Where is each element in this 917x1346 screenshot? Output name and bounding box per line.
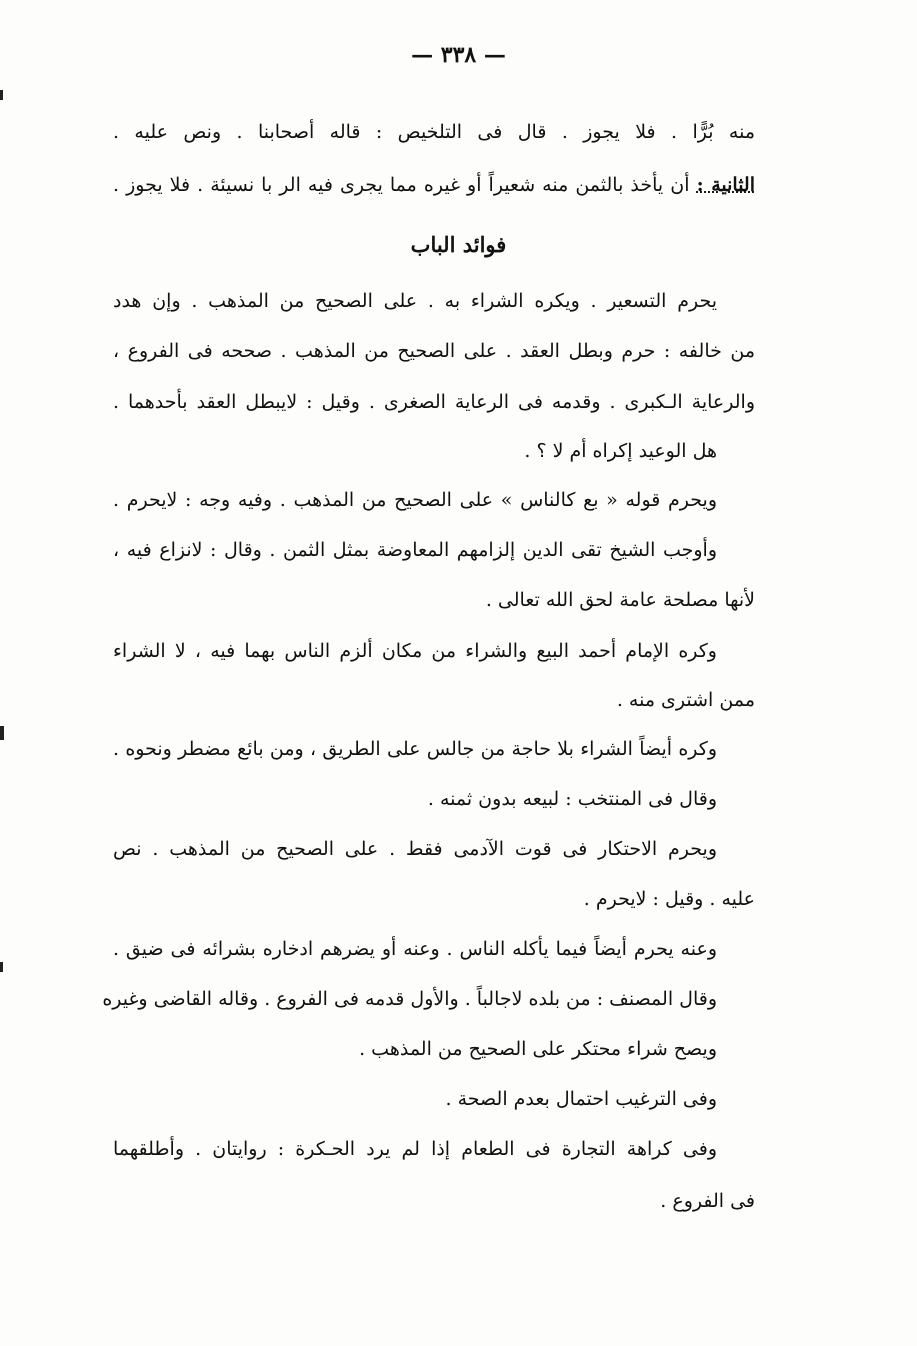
text-line-4: من خالفه : حرم وبطل العقد . على الصحيح من المذهب . صححه فى الفروع ، [113,340,755,362]
text-line-2-body: أن يأخذ بالثمن منه شعيراً أو غيره مما يجرى فيه الر با نسيئة . فلا يجوز . [113,174,690,196]
text-line-19: وفى الترغيب احتمال بعدم الصحة . [445,1088,717,1110]
text-line-11: ممن اشترى منه . [616,689,755,711]
page-number: — ٣٣٨ — [411,42,506,68]
text-line-21: فى الفروع . [660,1190,755,1212]
text-line-18: ويصح شراء محتكر على الصحيح من المذهب . [359,1038,717,1060]
scan-edge-mark [0,962,3,972]
text-line-15: عليه . وقيل : لايحرم . [583,888,755,910]
text-line-16: وعنه يحرم أيضاً فيما يأكله الناس . وعنه أو يضرهم ادخاره بشرائه فى ضيق . [113,938,717,960]
scan-edge-mark [0,90,3,100]
text-line-9: لأنها مصلحة عامة لحق الله تعالى . [485,589,755,611]
text-line-3: يحرم التسعير . ويكره الشراء به . على الصحيح من المذهب . وإن هدد [113,290,717,312]
text-line-14: ويحرم الاحتكار فى قوت الآدمى فقط . على الصحيح من المذهب . نص [113,838,717,860]
text-line-20: وفى كراهة التجارة فى الطعام إذا لم يرد الحـكرة : روايتان . وأطلقهما [113,1138,717,1160]
text-line-13: وقال فى المنتخب : لبيعه بدون ثمنه . [427,788,717,810]
text-line-5: والرعاية الـكبرى . وقدمه فى الرعاية الصغرى . وقيل : لايبطل العقد بأحدهما . [113,391,755,413]
text-line-10: وكره الإمام أحمد البيع والشراء من مكان ألزم الناس بهما فيه ، لا الشراء [113,640,717,662]
text-line-7: ويحرم قوله « بع كالناس » على الصحيح من المذهب . وفيه وجه : لايحرم . [113,489,717,511]
scan-edge-mark [0,726,4,740]
text-line-6: هل الوعيد إكراه أم لا ؟ . [524,440,717,462]
text-line-2 [113,170,755,200]
text-line-17: وقال المصنف : من بلده لاجالباً . والأول قدمه فى الفروع . وقاله القاضى وغيره [102,988,717,1010]
section-label-second: الثانية : [696,174,755,196]
text-line-8: وأوجب الشيخ تقى الدين إلزامهم المعاوضة بمثل الثمن . وقال : لانزاع فيه ، [113,539,717,561]
section-heading: فوائد الباب [410,232,507,257]
text-line-1: منه بُرًّا . فلا يجوز . قال فى التلخيص : قاله أصحابنا . ونص عليه . [113,121,755,143]
text-line-12: وكره أيضاً الشراء بلا حاجة من جالس على الطريق ، ومن بائع مضطر ونحوه . [113,738,717,760]
